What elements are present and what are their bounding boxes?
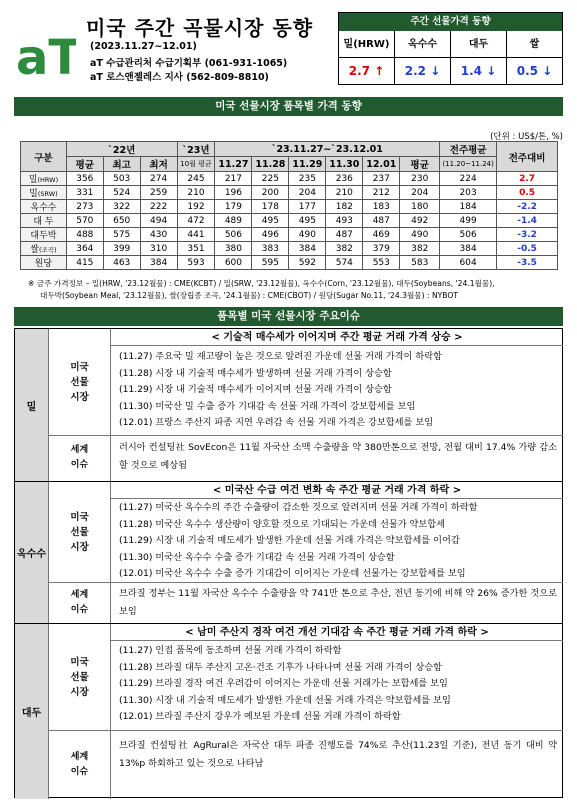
list-item: (12.01) 미국산 옥수수 수출 증가 기대감이 이어지는 가운데 선물가는 강보합세를 보임: [119, 568, 466, 579]
th-prev-avg-sub: (11.20~11.24): [440, 157, 497, 172]
table-cell: 494: [140, 214, 177, 228]
table-cell: 490: [289, 228, 326, 242]
th-avg: 평균: [66, 157, 103, 172]
table-cell: 183: [363, 200, 400, 214]
table-cell: 469: [363, 228, 400, 242]
th-prev-avg: 전주평균: [440, 142, 497, 157]
table-cell: 217: [215, 172, 252, 186]
wheat-world-label: 세계 이슈: [49, 435, 111, 481]
table-cell: 351: [177, 242, 215, 256]
table-cell: 384: [440, 242, 497, 256]
soy-bullets: [119, 643, 451, 726]
table-cell: 650: [103, 214, 140, 228]
row-label: 밀(HRW): [21, 172, 67, 186]
table-row: [21, 214, 558, 228]
pc-name-wheat: 밀(HRW): [339, 31, 395, 57]
table-cell: 203: [440, 186, 497, 200]
th-d2: 11.28: [252, 157, 289, 172]
list-item: (11.28) 시장 내 기술적 매수세가 발생하며 선물 거래 가격이 상승함: [119, 367, 392, 379]
list-item: (11.29) 브라질 경작 여건 우려감이 이어지는 가운데 선물 거래가는 보합세를 보임: [119, 678, 448, 689]
list-item: (11.28) 미국산 옥수수 생산량이 양호할 것으로 기대되는 가운데 선물가 약보합세: [119, 518, 446, 530]
page-title: 미국 주간 곡물시장 동향: [86, 16, 314, 40]
list-item: (11.30) 미국산 밀 수출 증가 기대감 속 선물 거래 가격이 강보합세를 보임: [119, 400, 416, 412]
list-item: (11.30) 시장 내 기술적 매도세가 발생한 가운데 선물 거래 가격은 약보합세를 보임: [119, 694, 451, 706]
table-cell: 184: [440, 200, 497, 214]
table-cell: 236: [326, 172, 363, 186]
corn-market-label: 미국 선물 시장: [49, 482, 111, 582]
soy-world: 브라질 컨설팅社 AgRural은 자국산 대두 파종 진행도를 74%로 추산(11.23일 기준), 전년 동기 대비 약 13%p 하회하고 있는 것으로 나타남: [119, 740, 557, 769]
table-cell: 487: [326, 228, 363, 242]
th-d5: 12.01: [363, 157, 400, 172]
list-item: (11.27) 미국산 옥수수의 주간 수출량이 감소한 것으로 알려지며 선물 거래 가격이 하락함: [119, 502, 478, 513]
table-cell: 495: [252, 214, 289, 228]
table-row: [21, 172, 558, 186]
pc-val-rice: 0.5 ↓: [516, 64, 553, 78]
th-d3: 11.29: [289, 157, 326, 172]
price-change-title: 주간 선물가격 동향: [339, 13, 562, 31]
logo-text: aT: [16, 30, 76, 82]
list-item: (11.30) 미국산 옥수수 수출 증가 기대감 속 선물 거래 가격이 상승함: [119, 551, 395, 563]
table-cell: 489: [215, 214, 252, 228]
table-cell: 356: [66, 172, 103, 186]
th-d1: 11.27: [215, 157, 252, 172]
at-logo: [14, 12, 76, 82]
change-cell: -0.5: [497, 242, 558, 256]
table-cell: 492: [400, 214, 440, 228]
table-row: [21, 242, 558, 256]
table-cell: 415: [66, 256, 103, 270]
change-cell: -3.2: [497, 228, 558, 242]
th-week: `23.11.27~`23.12.01: [215, 142, 440, 157]
soy-market-label: 미국 선물 시장: [49, 624, 111, 730]
table-cell: 490: [400, 228, 440, 242]
table-cell: 245: [177, 172, 215, 186]
table-cell: 496: [252, 228, 289, 242]
change-cell: -1.4: [497, 214, 558, 228]
table-cell: 382: [326, 242, 363, 256]
cat-wheat: 밀: [15, 329, 49, 481]
list-item: (12.01) 프랑스 주산지 파종 지연 우려감 속 선물 거래 가격은 강보합세를 보임: [119, 417, 434, 428]
table-row: [21, 186, 558, 200]
pc-val-wheat: 2.7 ↑: [339, 58, 395, 85]
pc-name-soy: 대두: [451, 31, 507, 57]
arrow-down-icon: ↓: [542, 64, 553, 78]
arrow-up-icon: ↑: [374, 64, 385, 78]
change-cell: 2.7: [497, 172, 558, 186]
table-cell: 230: [400, 172, 440, 186]
org-2: aT 로스앤젤레스 지사 (562-809-8810): [90, 72, 269, 83]
wheat-market-label: 미국 선물 시장: [49, 329, 111, 435]
table-cell: 441: [177, 228, 215, 242]
th-y22: `22년: [66, 142, 177, 157]
wheat-world: 러시아 컨설팅社 SovEcon은 11월 자국산 소맥 수출량을 약 380만톤으로 전망, 전월 대비 17.4% 가량 감소할 것으로 예상됨: [119, 442, 557, 471]
corn-heading: < 미국산 수급 여건 변화 속 주간 평균 거래 가격 하락 >: [111, 482, 563, 499]
list-item: (12.01) 브라질 주산지 강우가 예보된 가운데 선물 거래 가격이 하락함: [119, 711, 401, 722]
table-cell: 595: [252, 256, 289, 270]
table-cell: 430: [140, 228, 177, 242]
table-cell: 472: [177, 214, 215, 228]
table-cell: 463: [103, 256, 140, 270]
th-d4: 11.30: [326, 157, 363, 172]
th-y23: `23년: [177, 142, 215, 157]
th-min: 최저: [140, 157, 177, 172]
table-cell: 495: [289, 214, 326, 228]
table-cell: 322: [103, 200, 140, 214]
table-cell: 383: [252, 242, 289, 256]
list-item: (11.28) 브라질 대두 주산지 고온·건조 기후가 나타나며 선물 거래 가격이 상승함: [119, 661, 442, 673]
change-cell: -2.2: [497, 200, 558, 214]
change-cell: -3.5: [497, 256, 558, 270]
arrow-down-icon: ↓: [486, 64, 497, 78]
table-cell: 604: [440, 256, 497, 270]
row-label: 쌀(조곡): [21, 242, 67, 256]
pc-val-corn: 2.2 ↓: [395, 58, 451, 85]
table-cell: 331: [66, 186, 103, 200]
table-cell: 503: [103, 172, 140, 186]
row-label: 원당: [21, 256, 67, 270]
table-cell: 180: [400, 200, 440, 214]
wheat-heading: < 기술적 매수세가 이어지며 주간 평균 거래 가격 상승 >: [111, 329, 563, 346]
table-cell: 575: [103, 228, 140, 242]
table-cell: 274: [140, 172, 177, 186]
table-cell: 570: [66, 214, 103, 228]
th-oct-avg: 10월 평균: [177, 157, 215, 172]
table-cell: 524: [103, 186, 140, 200]
table-cell: 583: [400, 256, 440, 270]
table-cell: 204: [289, 186, 326, 200]
table-cell: 237: [363, 172, 400, 186]
row-label: 밀(SRW): [21, 186, 67, 200]
table-row: [21, 200, 558, 214]
table-cell: 178: [252, 200, 289, 214]
list-item: (11.29) 시장 내 기술적 매수세가 이어지며 선물 거래 가격이 상승함: [119, 384, 392, 395]
table-cell: 488: [66, 228, 103, 242]
row-label: 대 두: [21, 214, 67, 228]
corn-world-label: 세계 이슈: [49, 582, 111, 623]
table-cell: 506: [215, 228, 252, 242]
table-cell: 553: [363, 256, 400, 270]
unit-label: (단위 : US$/톤, %): [490, 132, 563, 142]
table-cell: 593: [177, 256, 215, 270]
th-change: 전주대비: [497, 142, 558, 172]
th-max: 최고: [103, 157, 140, 172]
change-cell: 0.5: [497, 186, 558, 200]
table-cell: 574: [326, 256, 363, 270]
list-item: (11.27) 인접 품목에 동조하며 선물 거래 가격이 하락함: [119, 645, 342, 656]
table-row: [21, 228, 558, 242]
table-cell: 380: [215, 242, 252, 256]
footnote-1: ※ 금주 가격정보 – 밀(HRW, '23.12월물) : CME(KCBT) / 밀(SRW, '23.12월물), 옥수수(Corn, '23.12월물), 대두(Soybeans, '24.1월물),: [28, 279, 495, 288]
table-cell: 210: [177, 186, 215, 200]
table-cell: 192: [177, 200, 215, 214]
table-cell: 212: [363, 186, 400, 200]
table-cell: 399: [103, 242, 140, 256]
table-cell: 310: [140, 242, 177, 256]
price-table: [20, 141, 558, 270]
corn-bullets: [119, 500, 477, 583]
table-cell: 224: [440, 172, 497, 186]
pc-val-soy: 1.4 ↓: [451, 58, 507, 85]
table-cell: 204: [400, 186, 440, 200]
section1-title: 미국 선물시장 품목별 가격 동향: [14, 97, 563, 116]
table-cell: 179: [215, 200, 252, 214]
table-cell: 379: [363, 242, 400, 256]
table-cell: 225: [252, 172, 289, 186]
table-cell: 364: [66, 242, 103, 256]
table-cell: 493: [326, 214, 363, 228]
section2-title: 품목별 미국 선물시장 주요이슈: [14, 307, 563, 326]
soy-heading: < 남미 주산지 경작 여건 개선 기대감 속 주간 평균 거래 가격 하락 >: [111, 624, 563, 641]
th-week-avg: 평균: [400, 157, 440, 172]
table-cell: 592: [289, 256, 326, 270]
table-cell: 235: [289, 172, 326, 186]
org-1: aT 수급관리처 수급기획부 (061-931-1065): [90, 58, 288, 69]
table-cell: 196: [215, 186, 252, 200]
cat-corn: 옥수수: [15, 482, 49, 623]
soy-world-label: 세계 이슈: [49, 730, 111, 799]
footnote-2: 대두박(Soybean Meal, '23.12월물), 쌀(장립종 조곡, '24.1월물) : CME(CBOT) / 원당(Sugar No.11, '24.3월물) : NYBOT: [40, 291, 458, 300]
arrow-down-icon: ↓: [430, 64, 441, 78]
table-cell: 384: [289, 242, 326, 256]
table-cell: 499: [440, 214, 497, 228]
table-cell: 384: [140, 256, 177, 270]
table-cell: 210: [326, 186, 363, 200]
table-row: [21, 256, 558, 270]
period: (2023.11.27~12.01): [90, 41, 197, 52]
table-cell: 600: [215, 256, 252, 270]
table-cell: 182: [326, 200, 363, 214]
row-label: 대두박: [21, 228, 67, 242]
table-cell: 487: [363, 214, 400, 228]
table-cell: 382: [400, 242, 440, 256]
pc-name-corn: 옥수수: [395, 31, 451, 57]
cat-soy: 대두: [15, 624, 49, 799]
row-label: 옥수수: [21, 200, 67, 214]
list-item: (11.29) 시장 내 기술적 매도세가 발생한 가운데 선물 거래 가격은 약보합세를 이어감: [119, 535, 460, 546]
issues-table: [14, 328, 563, 798]
table-cell: 506: [440, 228, 497, 242]
table-cell: 177: [289, 200, 326, 214]
th-gubun: 구분: [21, 142, 67, 172]
corn-world: 브라질 정부는 11월 자국산 옥수수 수출량을 약 741만 톤으로 추산, 전년 동기에 비해 약 26% 증가한 것으로 보임: [119, 588, 557, 617]
table-cell: 273: [66, 200, 103, 214]
price-change-box: [338, 12, 563, 85]
table-cell: 259: [140, 186, 177, 200]
pc-name-rice: 쌀: [529, 39, 540, 50]
wheat-bullets: [119, 349, 442, 432]
table-cell: 200: [252, 186, 289, 200]
list-item: (11.27) 주요국 밀 재고량이 높은 것으로 알려진 가운데 선물 거래 가격이 하락함: [119, 351, 442, 362]
table-cell: 222: [140, 200, 177, 214]
